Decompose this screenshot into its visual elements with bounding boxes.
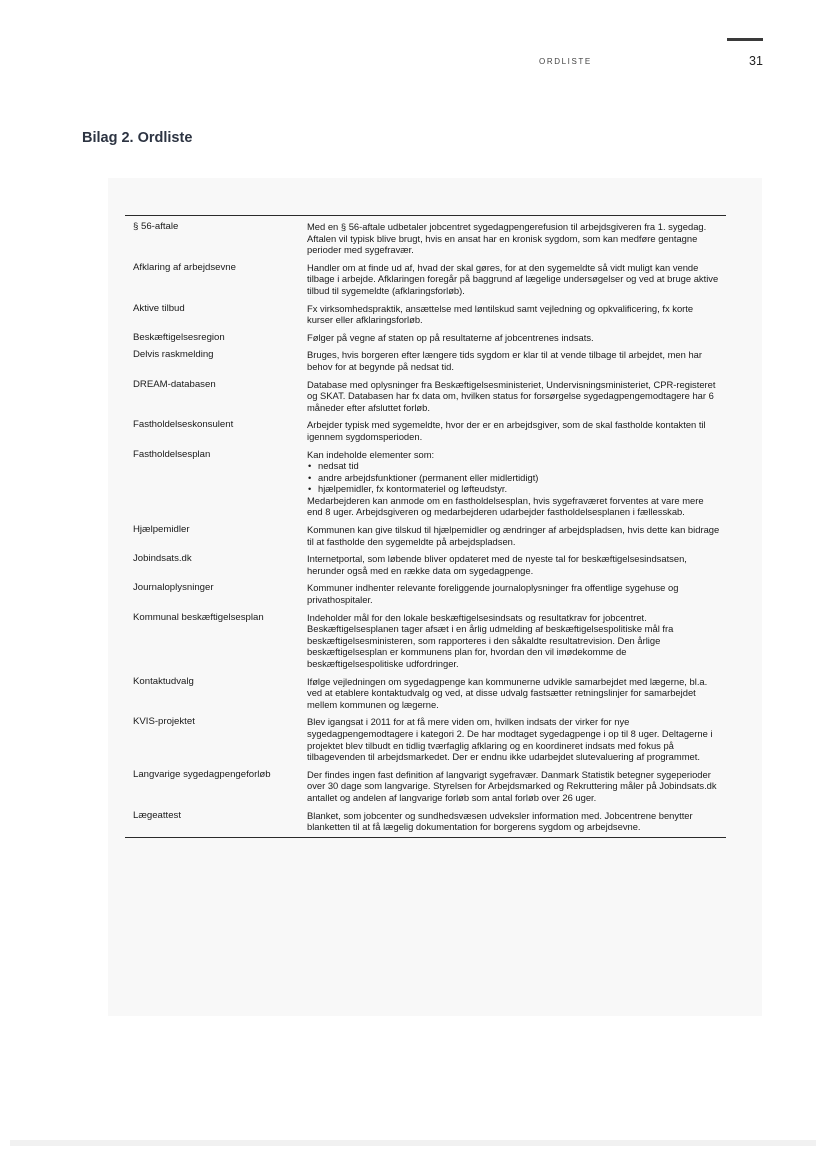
definition-text: Med en § 56-aftale udbetaler jobcentret sygedagpengerefusion til arbejdsgiveren fra 1. sygedag. Aftalen vil typisk blive brugt, hvis en ansat har en kronisk sygdom, som kan medføre gentagne perioder med sygefravær. xyxy=(307,221,707,256)
glossary-row xyxy=(125,349,726,372)
definition-text: Kommunen kan give tilskud til hjælpemidler og ændringer af arbejdspladsen, hvis dette kan bidrage til at fastholde den sygemeldte på arbejdspladsen. xyxy=(307,524,720,547)
glossary-row xyxy=(125,676,726,711)
glossary-row xyxy=(125,810,726,833)
glossary-definition xyxy=(307,419,721,442)
glossary-term: Kommunal beskæftigelsesplan xyxy=(133,611,264,623)
definition-text: Internetportal, som løbende bliver opdateret med de nyeste tal for beskæftigelsesindsatsen, herunder også med en række data om sygedagpenge. xyxy=(307,553,687,576)
glossary-definition xyxy=(307,349,721,372)
glossary-definition xyxy=(307,524,721,547)
definition-text-continued: Beskæftigelsesplanen tager afsæt i en årlig udmelding af beskæftigelsespolitiske mål fra beskæftigelsesministeren, som rapporteres i den såkaldte resultatrevision. Den årlige beskæftigelsesplan er kommunens plan for, hvordan den vil imødekomme de beskæftigelsespolitiske udfordringer. xyxy=(307,623,674,669)
glossary-term: Beskæftigelsesregion xyxy=(133,331,225,343)
glossary-definition xyxy=(307,332,721,344)
definition-text: Fx virksomhedspraktik, ansættelse med løntilskud samt vejledning og opkvalificering, fx korte kurser eller afklaringsforløb. xyxy=(307,302,694,326)
glossary-term: Afklaring af arbejdsevne xyxy=(133,261,236,273)
glossary-definition xyxy=(307,810,721,833)
glossary-row xyxy=(125,582,726,605)
page-number: 31 xyxy=(749,54,763,68)
glossary-term: Jobindsats.dk xyxy=(133,553,192,565)
running-head: ORDLISTE xyxy=(539,57,592,66)
glossary-term: Aktive tilbud xyxy=(133,302,185,314)
glossary-definition xyxy=(307,449,721,519)
glossary-row xyxy=(125,262,726,297)
definition-text: Følger på vegne af staten op på resultaterne af jobcentrenes indsats. xyxy=(307,331,594,343)
glossary-row xyxy=(125,553,726,576)
glossary-table xyxy=(125,215,726,838)
glossary-term: Hjælpemidler xyxy=(133,524,190,536)
glossary-definition xyxy=(307,553,721,576)
definition-text: Ifølge vejledningen om sygedagpenge kan kommunerne udvikle samarbejdet med lægerne, bl.a. ved at etablere kontaktudvalg og ved, at disse udvalg fastsætter retningslinjer for samarbejdet mellem kommunen og lægerne. xyxy=(307,675,708,710)
definition-bullet-item: • andre arbejdsfunktioner (permanent eller midlertidigt) xyxy=(307,472,721,484)
definition-bullet-item: • nedsat tid xyxy=(307,460,721,472)
glossary-term: Fastholdelsesplan xyxy=(133,448,211,460)
definition-text: Blev igangsat i 2011 for at få mere viden om, hvilken indsats der virker for nye sygedagpengemodtagere i kategori 2. De har modtaget sygedagpenge i op til 8 uger. Deltagerne i projektet blev tilbudt en tidlig tværfaglig afklaring og en koordineret indsats med fokus på tilbagevenden til arbejdsmarkedet. Der er endnu ikke udarbejdet slutevaluering af programmet. xyxy=(307,716,713,763)
glossary-row xyxy=(125,716,726,762)
glossary-definition xyxy=(307,221,721,256)
glossary-row xyxy=(125,449,726,519)
glossary-term: Delvis raskmelding xyxy=(133,349,214,361)
glossary-row xyxy=(125,221,726,256)
glossary-term: Langvarige sygedagpengeforløb xyxy=(133,768,271,780)
glossary-definition xyxy=(307,262,721,297)
glossary-row xyxy=(125,332,726,344)
glossary-definition xyxy=(307,716,721,762)
top-rule xyxy=(727,38,763,41)
definition-text: Kan indeholde elementer som: xyxy=(307,448,435,460)
glossary-term: DREAM-databasen xyxy=(133,378,216,390)
glossary-definition xyxy=(307,582,721,605)
glossary-row xyxy=(125,612,726,670)
glossary-row xyxy=(125,379,726,414)
glossary-definition xyxy=(307,379,721,414)
glossary-row xyxy=(125,524,726,547)
scan-bottom-edge xyxy=(10,1140,816,1146)
glossary-term: Fastholdelseskonsulent xyxy=(133,419,234,431)
glossary-definition xyxy=(307,676,721,711)
glossary-term: § 56-aftale xyxy=(133,221,179,232)
definition-text: Der findes ingen fast definition af langvarigt sygefravær. Danmark Statistik betegner sygeperioder over 30 dage som langvarige. Styrelsen for Arbejdsmarked og Rekruttering måler på Jobindsats.dk antallet og andelen af langvarige forløb som antal forløb over 26 uger. xyxy=(307,768,717,803)
glossary-term: KVIS-projektet xyxy=(133,716,195,728)
glossary-term: Lægeattest xyxy=(133,809,182,821)
definition-text: Kommuner indhenter relevante foreliggende journaloplysninger fra offentlige sygehuse og privathospitaler. xyxy=(307,582,679,606)
glossary-definition xyxy=(307,612,721,670)
page-title: Bilag 2. Ordliste xyxy=(82,130,193,146)
definition-text-continued: Medarbejderen kan anmode om en fastholdelsesplan, hvis sygefraværet forventes at vare mere end 8 uger. Arbejdsgiveren og medarbejderen udarbejder fastholdelsesplanen i fællesskab. xyxy=(307,494,704,518)
glossary-definition xyxy=(307,303,721,326)
definition-bullet-item: • hjælpemidler, fx kontormateriel og løfteudstyr. xyxy=(307,483,721,495)
glossary-term: Kontaktudvalg xyxy=(133,675,194,687)
glossary-row xyxy=(125,769,726,804)
definition-text: Handler om at finde ud af, hvad der skal gøres, for at den sygemeldte så vidt muligt kan vende tilbage i arbejde. Afklaringen foregår på baggrund af lægelige undersøgelser og ved at bruge aktive tilbud til sygemeldte (afklaringsforløb). xyxy=(307,261,719,296)
definition-text: Bruges, hvis borgeren efter længere tids sygdom er klar til at vende tilbage til arbejdet, men har behov for at begynde på nedsat tid. xyxy=(307,349,702,372)
glossary-row xyxy=(125,419,726,442)
definition-bullets xyxy=(307,460,721,495)
definition-text: Blanket, som jobcenter og sundhedsvæsen udveksler information med. Jobcentrene benytter blanketten til at få lægelig dokumentation for borgerens sygdom og arbejdsevne. xyxy=(307,809,693,833)
glossary-row xyxy=(125,303,726,326)
glossary-definition xyxy=(307,769,721,804)
definition-text: Indeholder mål for den lokale beskæftigelsesindsats og resultatkrav for jobcentret. xyxy=(307,611,647,623)
definition-text: Database med oplysninger fra Beskæftigelsesministeriet, Undervisningsministeriet, CPR-registeret og SKAT. Databasen har fx data om, hvilken status for forsørgelse sygedagpengemodtagere har 6 måneder efter afsluttet forløb. xyxy=(307,378,716,413)
glossary-term: Journaloplysninger xyxy=(133,582,214,594)
definition-text: Arbejder typisk med sygemeldte, hvor der er en arbejdsgiver, som de skal fastholde kontakten til igennem sygdomsperioden. xyxy=(307,419,706,442)
